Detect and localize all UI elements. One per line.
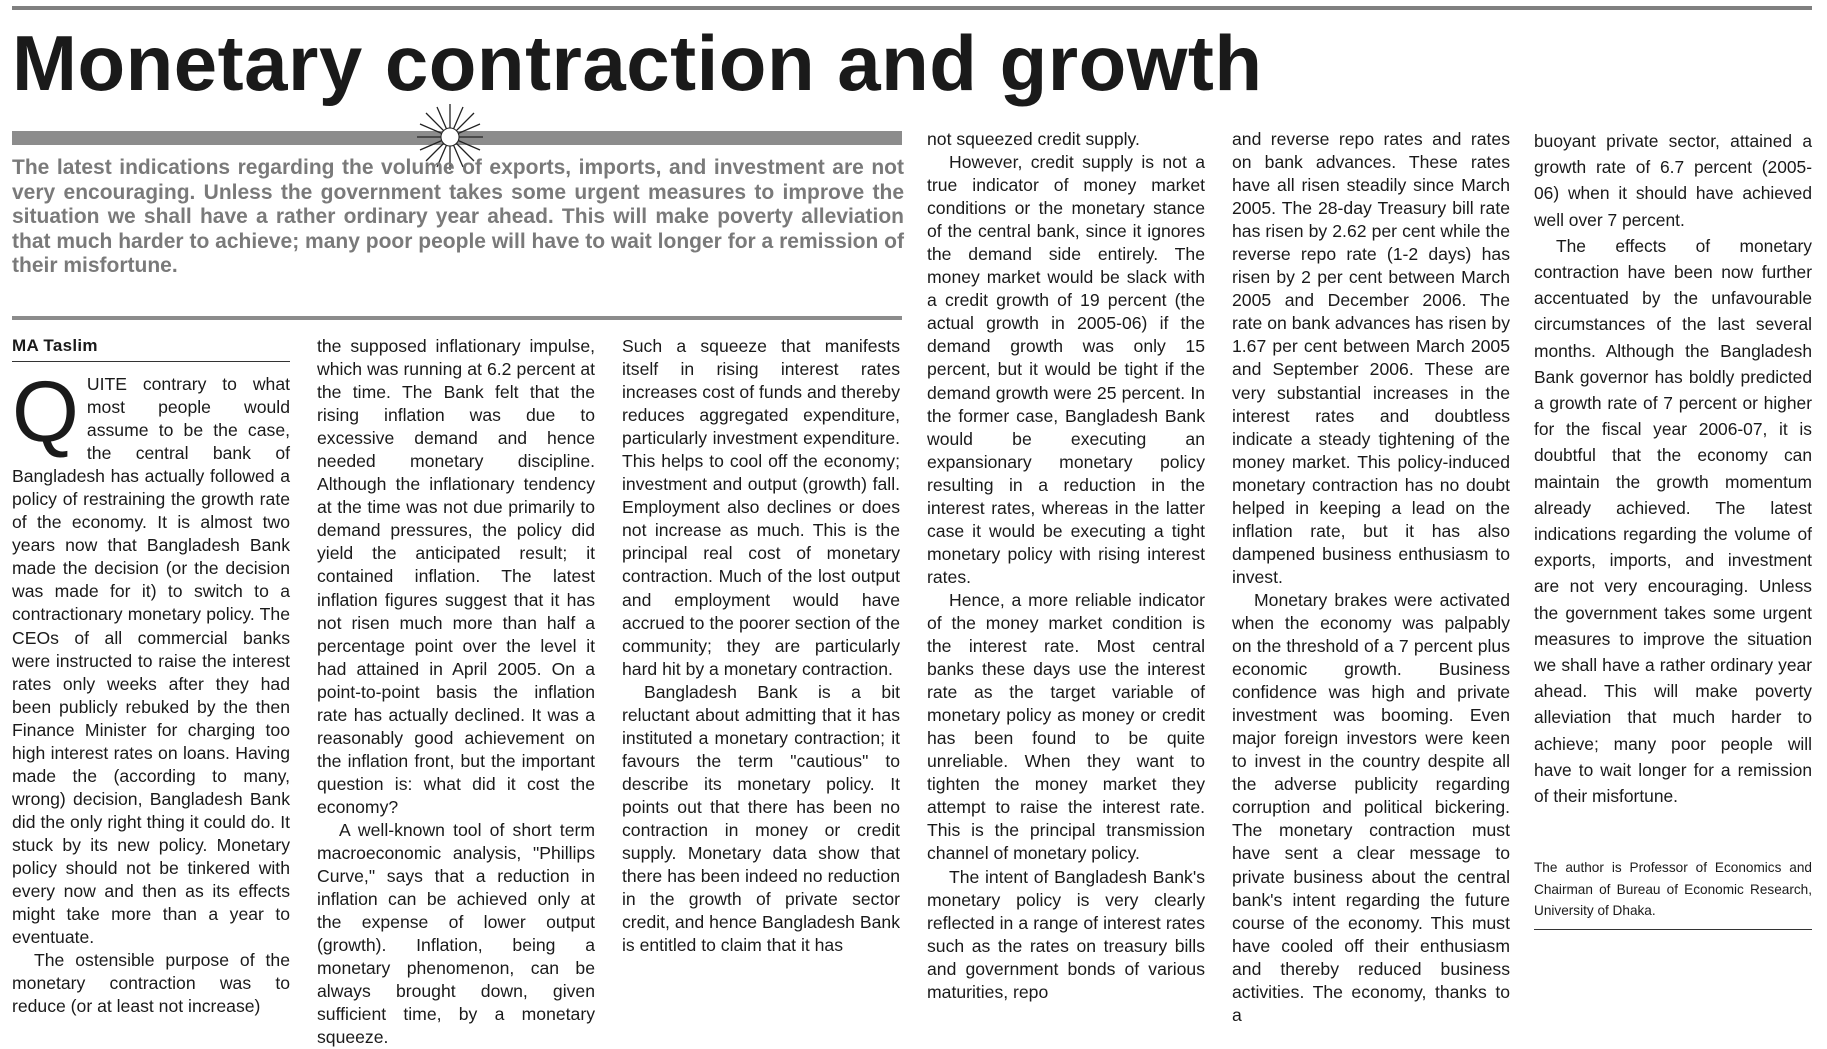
article-paragraph: However, credit supply is not a true indicator of money market conditions or the monetary stance of the central bank, since it ignores the demand side entirely. The money market would be slack with a credit growth of 19 percent (the actual growth in 2005-06) if the demand growth was only 15 percent, but it would be tight if the demand growth were 25 percent. In the former case, Bangladesh Bank would be executing an expansionary monetary policy resulting in a reduction in the interest rates, whereas in the latter case it would be executing a tight monetary policy with rising interest rates. — [927, 152, 1205, 587]
article-paragraph: and reverse repo rates and rates on bank advances. These rates have all risen steadily since March 2005. The 28-day Treasury bill rate has risen by 2.62 per cent while the reverse repo rate (1-2 days) has risen by 2 per cent between March 2005 and December 2006. The rate on bank advances has risen by 1.67 per cent between March 2005 and September 2006. These are very substantial increases in the interest rates and doubtless indicate a steady tightening of the money market. This policy-induced monetary contraction has no doubt helped in keeping a lead on the inflation rate, but it has also dampened business enthusiasm to invest. — [1232, 129, 1510, 587]
deck-summary: The latest indications regarding the volume of exports, imports, and investment are not very encouraging. Unless the government takes some urgent measures to improve the situation we shall have a rather ordinary year ahead. This will make poverty alleviation that much harder to achieve; many poor people will have to wait longer for a remission of their misfortune. — [12, 156, 904, 278]
top-rule — [12, 6, 1812, 10]
article-paragraph: Such a squeeze that manifests itself in rising interest rates increases cost of funds and thereby reduces aggregated expenditure, particularly investment expenditure. This helps to cool off the economy; investment and output (growth) fall. Employment also declines or does not increase as much. This is the principal real cost of monetary contraction. Much of the lost output and employment would have accrued to the poorer section of the community; they are particularly hard hit by a monetary contraction. — [622, 336, 900, 679]
drop-cap: Q — [12, 364, 79, 460]
article-paragraph: Bangladesh Bank is a bit reluctant about admitting that it has instituted a monetary contraction; it favours the term "cautious" to describe its monetary policy. It points out that there has been no contraction in money or credit supply. Monetary data show that there has been indeed no reduction in the growth of private sector credit, and hence Bangladesh Bank is entitled to claim that it has — [622, 681, 900, 956]
article-column-4 — [927, 128, 1205, 1004]
article-paragraph: buoyant private sector, attained a growth rate of 6.7 percent (2005-06) when it should have achieved well over 7 percent. — [1534, 131, 1812, 230]
article-paragraph: The effects of monetary contraction have been now further accentuated by the unfavourable circumstances of the last several months. Although the Bangladesh Bank governor has boldly predicted a growth rate of 7 percent or higher for the fiscal year 2006-07, it is doubtful that the economy can maintain the growth momentum already achieved. The latest indications regarding the volume of exports, imports, and investment are not very encouraging. Unless the government takes some urgent measures to improve the situation we shall have a rather ordinary year ahead. This will make poverty alleviation that much harder to achieve; many poor people will have to wait longer for a remission of their misfortune. — [1534, 235, 1812, 807]
deck-rule — [12, 316, 902, 320]
article-paragraph: not squeezed credit supply. — [927, 129, 1140, 149]
article-column-2 — [317, 335, 595, 1049]
article-column-3 — [622, 335, 900, 957]
article-paragraph: Hence, a more reliable indicator of the money market condition is the interest rate. Most central banks these days use the interest rate as the target variable of monetary policy as money or credit has been found to be quite unreliable. When they want to tighten the money market they attempt to raise the interest rate. This is the principal transmission channel of monetary policy. — [927, 589, 1205, 864]
article-paragraph — [12, 364, 290, 949]
byline: MA Taslim — [12, 336, 98, 355]
author-note: The author is Professor of Economics and Chairman of Bureau of Economic Research, University of Dhaka. — [1534, 860, 1812, 918]
byline-rule — [12, 361, 290, 362]
article-paragraph: The ostensible purpose of the monetary contraction was to reduce (or at least not increase) — [12, 950, 290, 1017]
article-column-5 — [1232, 128, 1510, 1027]
author-rule — [1534, 929, 1812, 930]
paragraph-text: UITE contrary to what most people would assume to be the case, the central bank of Bangladesh has actually followed a policy of restraining the growth rate of the economy. It is almost two years now that Bangladesh Bank made the decision (or the decision was made for it) to switch to a contractionary monetary policy. The CEOs of all commercial banks were instructed to raise the interest rates only weeks after they had been publicly rebuked by the then Finance Minister for charging too high interest rates on loans. Having made the (according to many, wrong) decision, Bangladesh Bank did the only right thing it could do. It stuck by its new policy. Monetary policy should not be tinkered with every now and then as its effects might take more than a year to eventuate. — [12, 374, 290, 948]
headline: Monetary contraction and growth — [12, 19, 1263, 107]
article-paragraph: the supposed inflationary impulse, which was running at 6.2 percent at the time. The Bank felt that the rising inflation was due to excessive demand and hence needed monetary discipline. Although the inflationary tendency at the time was not due primarily to demand pressures, the policy did yield the anticipated result; it contained inflation. The latest inflation figures suggest that it has not risen much more than half a percentage point over the level it had attained in April 2005. On a point-to-point basis the inflation rate has actually declined. It was a reasonably good achievement on the inflation front, but the important question is: what did it cost the economy? — [317, 336, 595, 817]
article-paragraph: A well-known tool of short term macroeconomic analysis, "Phillips Curve," says that a reduction in inflation can be achieved only at the expense of lower output (growth). Inflation, being a monetary phenomenon, can be always brought down, given sufficient time, by a monetary squeeze. — [317, 819, 595, 1048]
article-paragraph: The intent of Bangladesh Bank's monetary policy is very clearly reflected in a range of interest rates such as the rates on treasury bills and government bonds of various maturities, repo — [927, 866, 1205, 1002]
article-column-6 — [1534, 128, 1812, 809]
article-paragraph: Monetary brakes were activated when the economy was palpably on the threshold of a 7 percent plus economic growth. Business confidence was high and private investment was booming. Even major foreign investors were keen to invest in the country despite all the adverse publicity regarding corruption and political bickering. The monetary contraction must have sent a clear message to private business about the central bank's intent regarding the future course of the economy. This must have cooled off their enthusiasm and thereby reduced business activities. The economy, thanks to a — [1232, 589, 1510, 1025]
article-column-1 — [12, 364, 290, 1018]
